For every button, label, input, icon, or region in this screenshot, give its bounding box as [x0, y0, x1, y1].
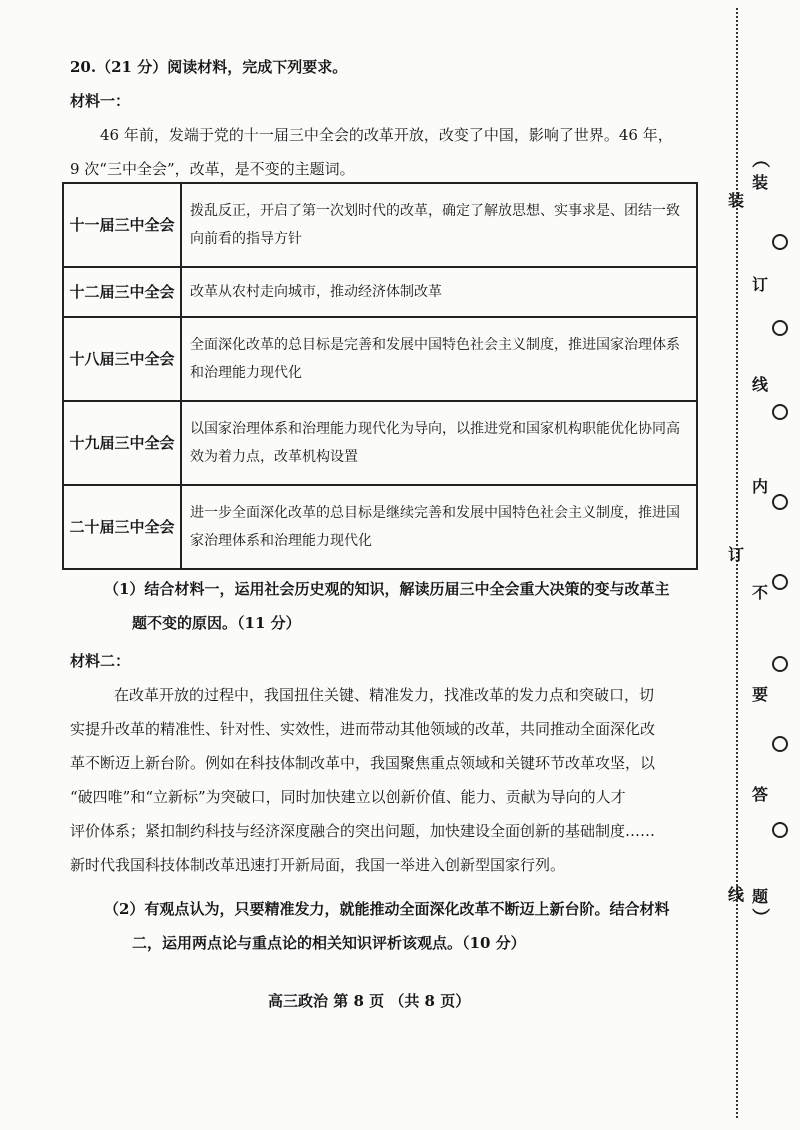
margin-open-paren: （ — [749, 150, 770, 168]
session-content: 进一步全面深化改革的总目标是继续完善和发展中国特色社会主义制度，推进国家治理体系和治理能力现代化 — [181, 485, 697, 569]
material1-label: 材料一： — [70, 92, 131, 110]
question-2-line-1: （2）有观点认为，只要精准发力，就能推动全面深化改革不断迈上新台阶。结合材料 — [104, 900, 670, 918]
material2-line: 实提升改革的精准性、针对性、实效性，进而带动其他领域的改革，共同推动全面深化改 — [70, 720, 656, 738]
intro-line-2: 9 次“三中全会”，改革，是不变的主题词。 — [70, 160, 355, 178]
margin-char: 装 — [728, 191, 745, 210]
page-footer: 高三政治 第 8 页 （共 8 页） — [268, 992, 471, 1010]
margin-char: 装 — [752, 173, 769, 192]
material2-label: 材料二： — [70, 652, 131, 670]
margin-char: 线 — [752, 375, 769, 394]
question-1-line-1: （1）结合材料一，运用社会历史观的知识，解读历届三中全会重大决策的变与改革主 — [104, 580, 670, 598]
session-content: 拨乱反正，开启了第一次划时代的改革，确定了解放思想、实事求是、团结一致向前看的指导方针 — [181, 183, 697, 267]
question-header: 20.（21 分）阅读材料，完成下列要求。 — [70, 58, 348, 76]
margin-char: 答 — [752, 785, 769, 804]
margin-char: 要 — [752, 685, 769, 704]
session-name: 十二届三中全会 — [63, 267, 181, 317]
question-1-line-2: 题不变的原因。（11 分） — [132, 614, 301, 632]
session-content: 改革从农村走向城市，推动经济体制改革 — [181, 267, 697, 317]
margin-char: 订 — [728, 545, 745, 564]
material2-line: 革不断迈上新台阶。例如在科技体制改革中，我国聚焦重点领域和关键环节改革攻坚，以 — [70, 754, 656, 772]
margin-close-paren: ） — [749, 908, 770, 926]
binding-hole-icon — [772, 822, 788, 838]
margin-char: 线 — [728, 885, 745, 904]
session-name: 十八届三中全会 — [63, 317, 181, 401]
margin-char: 题 — [752, 887, 769, 906]
session-content: 以国家治理体系和治理能力现代化为导向，以推进党和国家机构职能优化协同高效为着力点，改革机构设置 — [181, 401, 697, 485]
session-name: 二十届三中全会 — [63, 485, 181, 569]
session-name: 十一届三中全会 — [63, 183, 181, 267]
margin-char: 不 — [752, 583, 769, 602]
binding-hole-icon — [772, 404, 788, 420]
margin-char: 订 — [752, 275, 769, 294]
material2-line: 新时代我国科技体制改革迅速打开新局面，我国一举进入创新型国家行列。 — [70, 856, 566, 874]
table-row — [63, 267, 697, 317]
material2-line: 在改革开放的过程中，我国扭住关键、精准发力，找准改革的发力点和突破口，切 — [114, 686, 655, 704]
session-content: 全面深化改革的总目标是完善和发展中国特色社会主义制度，推进国家治理体系和治理能力现代化 — [181, 317, 697, 401]
binding-hole-icon — [772, 494, 788, 510]
binding-hole-icon — [772, 656, 788, 672]
table-row — [63, 485, 697, 569]
binding-hole-icon — [772, 574, 788, 590]
binding-hole-icon — [772, 234, 788, 250]
sessions-table — [62, 182, 698, 570]
material2-line: “破四唯”和“立新标”为突破口，同时加快建立以创新价值、能力、贡献为导向的人才 — [70, 788, 626, 806]
margin-char: 内 — [752, 477, 769, 496]
table-row — [63, 183, 697, 267]
table-row — [63, 401, 697, 485]
session-name: 十九届三中全会 — [63, 401, 181, 485]
binding-hole-icon — [772, 736, 788, 752]
intro-line-1: 46 年前，发端于党的十一届三中全会的改革开放，改变了中国，影响了世界。46 年， — [100, 126, 673, 144]
material2-line: 评价体系；紧扣制约科技与经济深度融合的突出问题，加快建设全面创新的基础制度…… — [70, 822, 656, 840]
question-2-line-2: 二，运用两点论与重点论的相关知识评析该观点。（10 分） — [132, 934, 526, 952]
binding-hole-icon — [772, 320, 788, 336]
table-row — [63, 317, 697, 401]
